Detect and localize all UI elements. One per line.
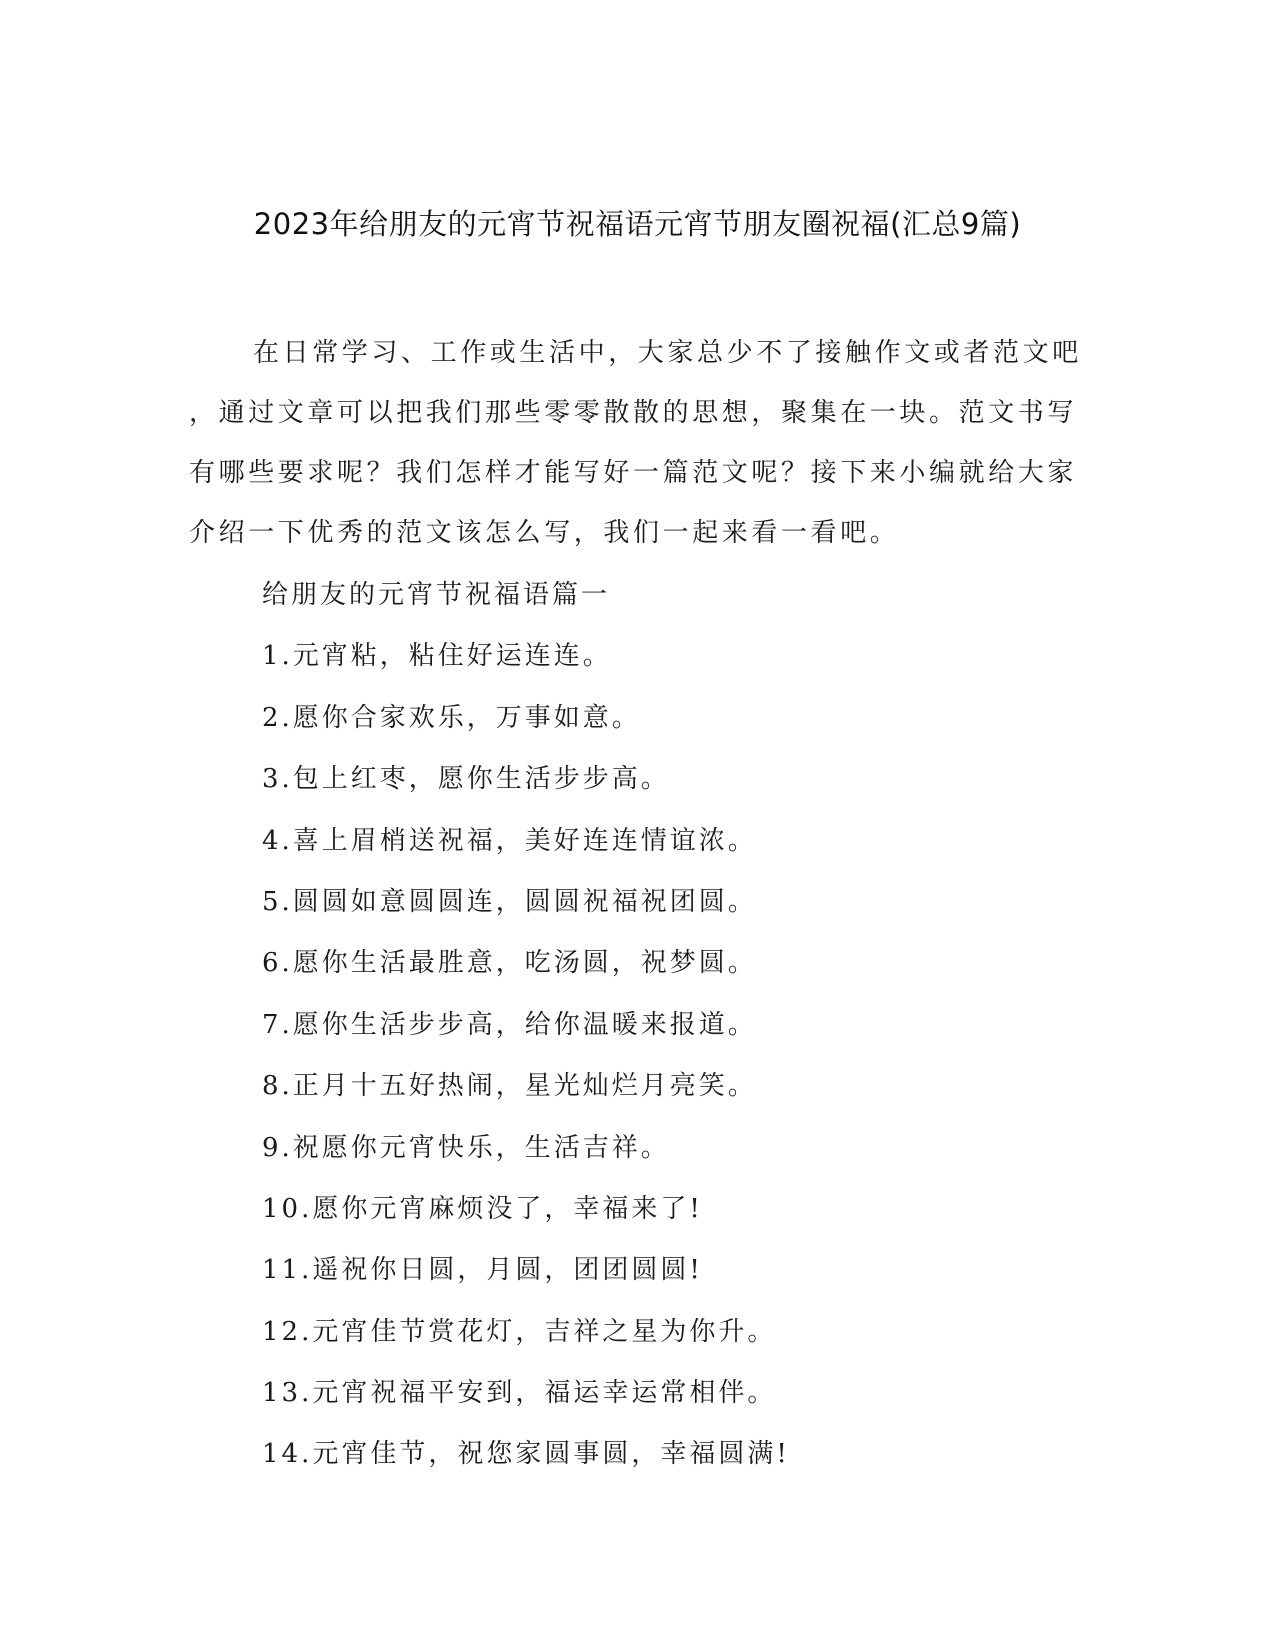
list-item: 7.愿你生活步步高，给你温暖来报道。 bbox=[262, 1009, 757, 1040]
intro-paragraph bbox=[189, 335, 1089, 575]
list-item: 5.圆圆如意圆圆连，圆圆祝福祝团圆。 bbox=[262, 886, 757, 917]
list-item: 13.元宵祝福平安到，福运幸运常相伴。 bbox=[262, 1378, 777, 1409]
intro-line: ，通过文章可以把我们那些零零散散的思想，聚集在一块。范文书写 bbox=[189, 398, 1078, 428]
list-item: 9.祝愿你元宵快乐，生活吉祥。 bbox=[262, 1132, 670, 1163]
list-item: 6.愿你生活最胜意，吃汤圆，祝梦圆。 bbox=[262, 948, 757, 979]
list-item: 14.元宵佳节，祝您家圆事圆，幸福圆满! bbox=[262, 1439, 790, 1470]
intro-line: 介绍一下优秀的范文该怎么写，我们一起来看一看吧。 bbox=[189, 518, 900, 548]
intro-line: 在日常学习、工作或生活中，大家总少不了接触作文或者范文吧 bbox=[253, 338, 1082, 368]
intro-line: 有哪些要求呢？我们怎样才能写好一篇范文呢？接下来小编就给大家 bbox=[189, 458, 1078, 488]
section-heading: 给朋友的元宵节祝福语篇一 bbox=[262, 580, 611, 610]
list-item: 11.遥祝你日圆，月圆，团团圆圆! bbox=[262, 1255, 703, 1286]
list-item: 10.愿你元宵麻烦没了，幸福来了! bbox=[262, 1193, 703, 1224]
list-item: 3.包上红枣，愿你生活步步高。 bbox=[262, 764, 670, 795]
document-title: 2023年给朋友的元宵节祝福语元宵节朋友圈祝福(汇总9篇) bbox=[253, 207, 1022, 241]
list-item: 2.愿你合家欢乐，万事如意。 bbox=[262, 702, 641, 733]
list-item: 12.元宵佳节赏花灯，吉祥之星为你升。 bbox=[262, 1316, 777, 1347]
list-item: 1.元宵粘，粘住好运连连。 bbox=[262, 641, 612, 672]
list-item: 4.喜上眉梢送祝福，美好连连情谊浓。 bbox=[262, 825, 757, 856]
list-item: 8.正月十五好热闹，星光灿烂月亮笑。 bbox=[262, 1071, 757, 1102]
blessing-list bbox=[262, 577, 1082, 1498]
